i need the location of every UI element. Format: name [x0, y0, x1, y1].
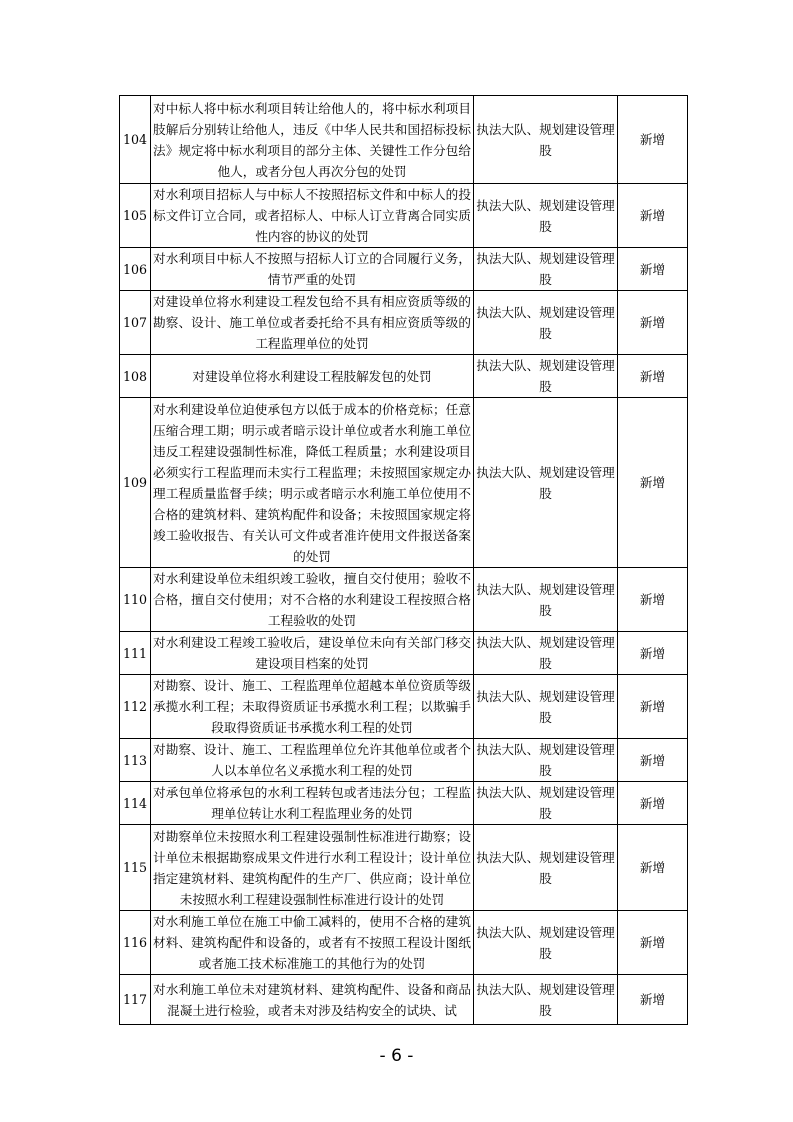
- status-cell: 新增: [618, 782, 688, 825]
- status-cell: 新增: [618, 248, 688, 291]
- table-row: [120, 184, 688, 248]
- penalty-description: 对水利项目招标人与中标人不按照招标文件和中标人的投标文件订立合同，或者招标人、中标人订立背离合同实质性内容的协议的处罚: [151, 184, 474, 248]
- row-number: 114: [120, 782, 151, 825]
- row-number: 107: [120, 291, 151, 355]
- table-row: [120, 975, 688, 1025]
- responsible-department: 执法大队、规划建设管理股: [474, 825, 618, 911]
- table-body: [120, 96, 688, 1025]
- status-cell: 新增: [618, 975, 688, 1025]
- penalty-description: 对勘察单位未按照水利工程建设强制性标准进行勘察；设计单位未根据勘察成果文件进行水利工程设计；设计单位指定建筑材料、建筑构配件的生产厂、供应商；设计单位未按照水利工程建设强制性标准进行设计的处罚: [151, 825, 474, 911]
- responsible-department: 执法大队、规划建设管理股: [474, 739, 618, 782]
- penalty-description: 对水利建设单位未组织竣工验收，擅自交付使用；验收不合格，擅自交付使用；对不合格的水利建设工程按照合格工程验收的处罚: [151, 568, 474, 632]
- status-cell: 新增: [618, 911, 688, 975]
- responsible-department: 执法大队、规划建设管理股: [474, 355, 618, 398]
- table-row: [120, 568, 688, 632]
- status-cell: 新增: [618, 291, 688, 355]
- penalty-description: 对建设单位将水利建设工程发包给不具有相应资质等级的勘察、设计、施工单位或者委托给不具有相应资质等级的工程监理单位的处罚: [151, 291, 474, 355]
- penalty-description: 对勘察、设计、施工、工程监理单位允许其他单位或者个人以本单位名义承揽水利工程的处罚: [151, 739, 474, 782]
- status-cell: 新增: [618, 355, 688, 398]
- table-row: [120, 911, 688, 975]
- penalty-description: 对水利建设工程竣工验收后，建设单位未向有关部门移交建设项目档案的处罚: [151, 632, 474, 675]
- row-number: 109: [120, 398, 151, 568]
- row-number: 110: [120, 568, 151, 632]
- table-row: [120, 782, 688, 825]
- table-row: [120, 96, 688, 184]
- row-number: 116: [120, 911, 151, 975]
- status-cell: 新增: [618, 96, 688, 184]
- responsible-department: 执法大队、规划建设管理股: [474, 184, 618, 248]
- penalty-description: 对水利建设单位迫使承包方以低于成本的价格竞标；任意压缩合理工期；明示或者暗示设计单位或者水利施工单位违反工程建设强制性标准，降低工程质量；水利建设项目必须实行工程监理而未实行工程监理；未按照国家规定办理工程质量监督手续；明示或者暗示水利施工单位使用不合格的建筑材料、建筑构配件和设备；未按照国家规定将竣工验收报告、有关认可文件或者准许使用文件报送备案的处罚: [151, 398, 474, 568]
- responsible-department: 执法大队、规划建设管理股: [474, 675, 618, 739]
- responsible-department: 执法大队、规划建设管理股: [474, 632, 618, 675]
- row-number: 113: [120, 739, 151, 782]
- row-number: 111: [120, 632, 151, 675]
- penalty-description: 对勘察、设计、施工、工程监理单位超越本单位资质等级承揽水利工程；未取得资质证书承揽水利工程；以欺骗手段取得资质证书承揽水利工程的处罚: [151, 675, 474, 739]
- responsible-department: 执法大队、规划建设管理股: [474, 782, 618, 825]
- penalty-description: 对建设单位将水利建设工程肢解发包的处罚: [151, 355, 474, 398]
- row-number: 108: [120, 355, 151, 398]
- responsible-department: 执法大队、规划建设管理股: [474, 96, 618, 184]
- table-row: [120, 291, 688, 355]
- penalty-description: 对水利项目中标人不按照与招标人订立的合同履行义务，情节严重的处罚: [151, 248, 474, 291]
- status-cell: 新增: [618, 184, 688, 248]
- penalty-description: 对中标人将中标水利项目转让给他人的，将中标水利项目肢解后分别转让给他人，违反《中华人民共和国招标投标法》规定将中标水利项目的部分主体、关键性工作分包给他人，或者分包人再次分包的处罚: [151, 96, 474, 184]
- responsible-department: 执法大队、规划建设管理股: [474, 568, 618, 632]
- row-number: 112: [120, 675, 151, 739]
- row-number: 106: [120, 248, 151, 291]
- status-cell: 新增: [618, 398, 688, 568]
- row-number: 115: [120, 825, 151, 911]
- status-cell: 新增: [618, 632, 688, 675]
- table-row: [120, 739, 688, 782]
- table-row: [120, 675, 688, 739]
- status-cell: 新增: [618, 825, 688, 911]
- page-number: - 6 -: [379, 1046, 414, 1066]
- row-number: 117: [120, 975, 151, 1025]
- table-row: [120, 632, 688, 675]
- table-row: [120, 398, 688, 568]
- table-row: [120, 825, 688, 911]
- responsible-department: 执法大队、规划建设管理股: [474, 398, 618, 568]
- row-number: 105: [120, 184, 151, 248]
- responsible-department: 执法大队、规划建设管理股: [474, 975, 618, 1025]
- table-row: [120, 355, 688, 398]
- responsible-department: 执法大队、规划建设管理股: [474, 911, 618, 975]
- penalty-description: 对水利施工单位在施工中偷工减料的，使用不合格的建筑材料、建筑构配件和设备的，或者有不按照工程设计图纸或者施工技术标准施工的其他行为的处罚: [151, 911, 474, 975]
- penalty-table: [119, 95, 688, 1025]
- status-cell: 新增: [618, 568, 688, 632]
- penalty-description: 对承包单位将承包的水利工程转包或者违法分包；工程监理单位转让水利工程监理业务的处罚: [151, 782, 474, 825]
- status-cell: 新增: [618, 739, 688, 782]
- penalty-description: 对水利施工单位未对建筑材料、建筑构配件、设备和商品混凝土进行检验，或者未对涉及结构安全的试块、试: [151, 975, 474, 1025]
- row-number: 104: [120, 96, 151, 184]
- responsible-department: 执法大队、规划建设管理股: [474, 291, 618, 355]
- status-cell: 新增: [618, 675, 688, 739]
- responsible-department: 执法大队、规划建设管理股: [474, 248, 618, 291]
- table-row: [120, 248, 688, 291]
